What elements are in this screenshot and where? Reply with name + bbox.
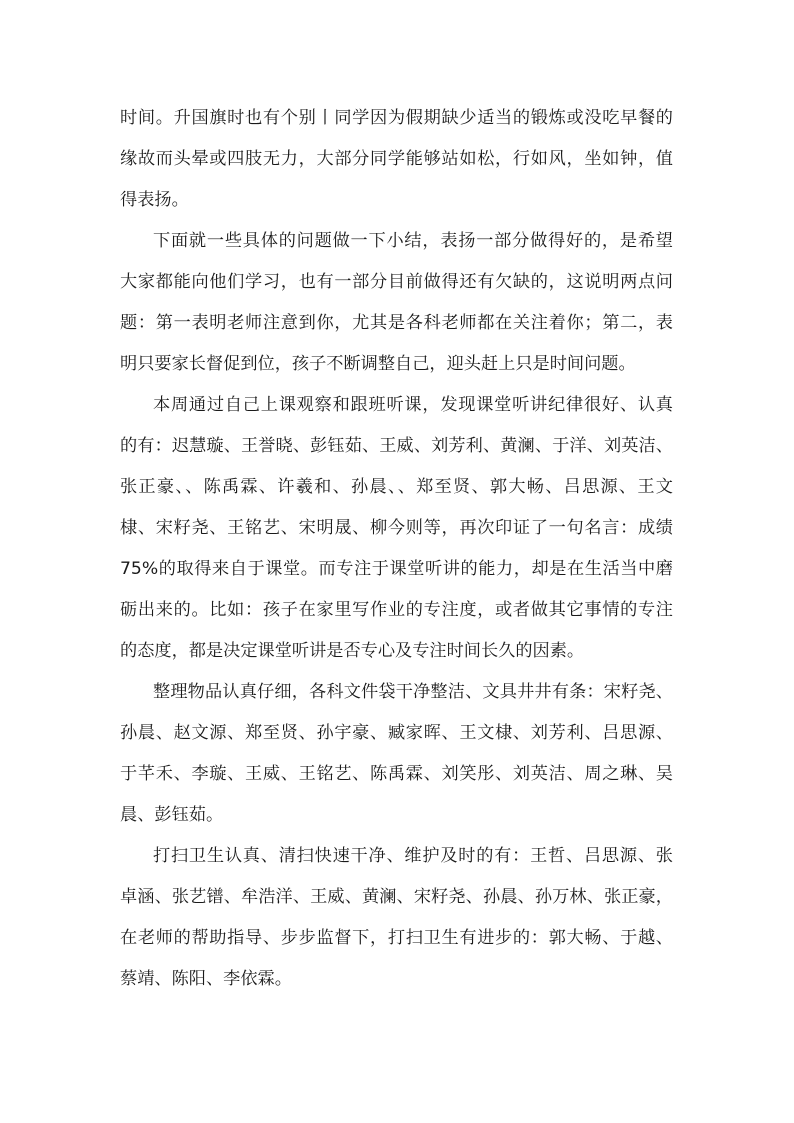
paragraph-3 xyxy=(120,385,673,672)
text-line: 孙晨、赵文源、郑至贤、孙宇豪、臧家晖、王文棣、刘芳利、吕思源、 xyxy=(120,723,673,743)
text-line: 时间。升国旗时也有个别丨同学因为假期缺少适当的锻炼或没吃早餐的 xyxy=(120,108,673,128)
text-line: 的态度，都是决定课堂听讲是否专心及专注时间长久的因素。 xyxy=(120,641,585,661)
text-line: 在老师的帮助指导、步步监督下，打扫卫生有进步的：郭大畅、于越、 xyxy=(120,928,673,948)
text-line: 砺出来的。比如：孩子在家里写作业的专注度，或者做其它事情的专注 xyxy=(120,600,673,620)
text-line: 75%的取得来自于课堂。而专注于课堂听讲的能力，却是在生活当中磨 xyxy=(120,559,673,579)
text-line: 得表扬。 xyxy=(120,190,189,210)
text-line: 蔡靖、陈阳、李依霖。 xyxy=(120,969,292,989)
text-line: 下面就一些具体的问题做一下小结，表扬一部分做得好的，是希望 xyxy=(153,231,673,251)
paragraph-5 xyxy=(120,836,673,1000)
text-line: 的有：迟慧璇、王誉晓、彭钰茹、王威、刘芳利、黄澜、于洋、刘英洁、 xyxy=(120,436,673,456)
text-line: 整理物品认真仔细，各科文件袋干净整洁、文具井井有条：宋籽尧、 xyxy=(153,682,673,702)
text-line: 棣、宋籽尧、王铭艺、宋明晟、柳今则等，再次印证了一句名言：成绩 xyxy=(120,518,673,538)
document-body xyxy=(120,98,673,1000)
text-line: 卓涵、张艺镨、牟浩洋、王威、黄澜、宋籽尧、孙晨、孙万林、张正豪， xyxy=(120,887,673,907)
text-line: 题：第一表明老师注意到你，尤其是各科老师都在关注着你；第二，表 xyxy=(120,313,673,333)
text-line: 打扫卫生认真、清扫快速干净、维护及时的有：王哲、吕思源、张 xyxy=(153,846,673,866)
text-line: 张正豪、、陈禹霖、许羲和、孙晨、、郑至贤、郭大畅、吕思源、王文 xyxy=(120,477,673,497)
text-line: 于芊禾、李璇、王威、王铭艺、陈禹霖、刘笑彤、刘英洁、周之琳、吴 xyxy=(120,764,673,784)
paragraph-1 xyxy=(120,98,673,221)
text-line: 晨、彭钰茹。 xyxy=(120,805,224,825)
text-line: 本周通过自己上课观察和跟班听课，发现课堂听讲纪律很好、认真 xyxy=(153,395,673,415)
paragraph-2 xyxy=(120,221,673,385)
paragraph-4 xyxy=(120,672,673,836)
text-line: 缘故而头晕或四肢无力，大部分同学能够站如松，行如风，坐如钟，值 xyxy=(120,149,673,169)
text-line: 明只要家长督促到位，孩子不断调整自己，迎头赶上只是时间问题。 xyxy=(120,354,636,374)
text-line: 大家都能向他们学习，也有一部分目前做得还有欠缺的，这说明两点问 xyxy=(120,272,673,292)
